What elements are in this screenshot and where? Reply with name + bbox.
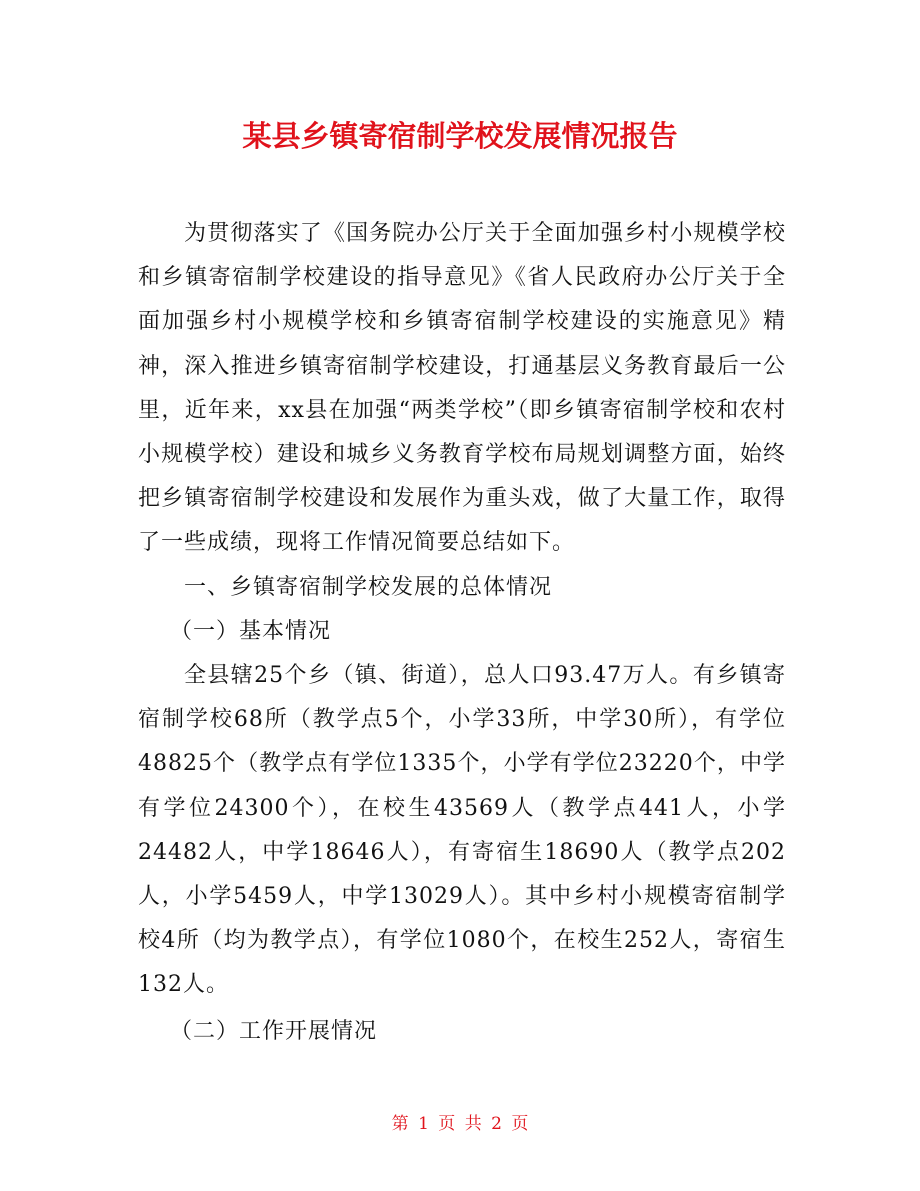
subsection-heading-1: （一）基本情况 bbox=[170, 618, 332, 644]
basic-info-paragraph: 全县辖25个乡（镇、街道），总人口93.47万人。有乡镇寄宿制学校68所（教学点5个，小学33所，中学30所），有学位48825个（教学点有学位1335个，小学有学位23220个，中学有学位24300个），在校生43569人（教学点441人，小学24482人，中学18646人），有寄宿生18690人（教学点202人，小学5459人，中学13029人）。其中乡村小规模寄宿制学校4所（均为教学点），有学位1080个，在校生252人，寄宿生132人。 bbox=[138, 663, 786, 998]
page-footer: 第 1 页 共 2 页 bbox=[391, 1114, 529, 1134]
section-heading-1: 一、乡镇寄宿制学校发展的总体情况 bbox=[184, 574, 553, 600]
document-body bbox=[138, 212, 786, 1054]
document-title: 某县乡镇寄宿制学校发展情况报告 bbox=[242, 119, 678, 153]
intro-paragraph: 为贯彻落实了《国务院办公厅关于全面加强乡村小规模学校和乡镇寄宿制学校建设的指导意见》《省人民政府办公厅关于全面加强乡村小规模学校和乡镇寄宿制学校建设的实施意见》精神，深入推进乡镇寄宿制学校建设，打通基层义务教育最后一公里，近年来，xx县在加强“两类学校”（即乡镇寄宿制学校和农村小规模学校）建设和城乡义务教育学校布局规划调整方面，始终把乡镇寄宿制学校建设和发展作为重头戏，做了大量工作，取得了一些成绩，现将工作情况简要总结如下。 bbox=[138, 221, 786, 556]
subsection-heading-2: （二）工作开展情况 bbox=[170, 1018, 378, 1044]
